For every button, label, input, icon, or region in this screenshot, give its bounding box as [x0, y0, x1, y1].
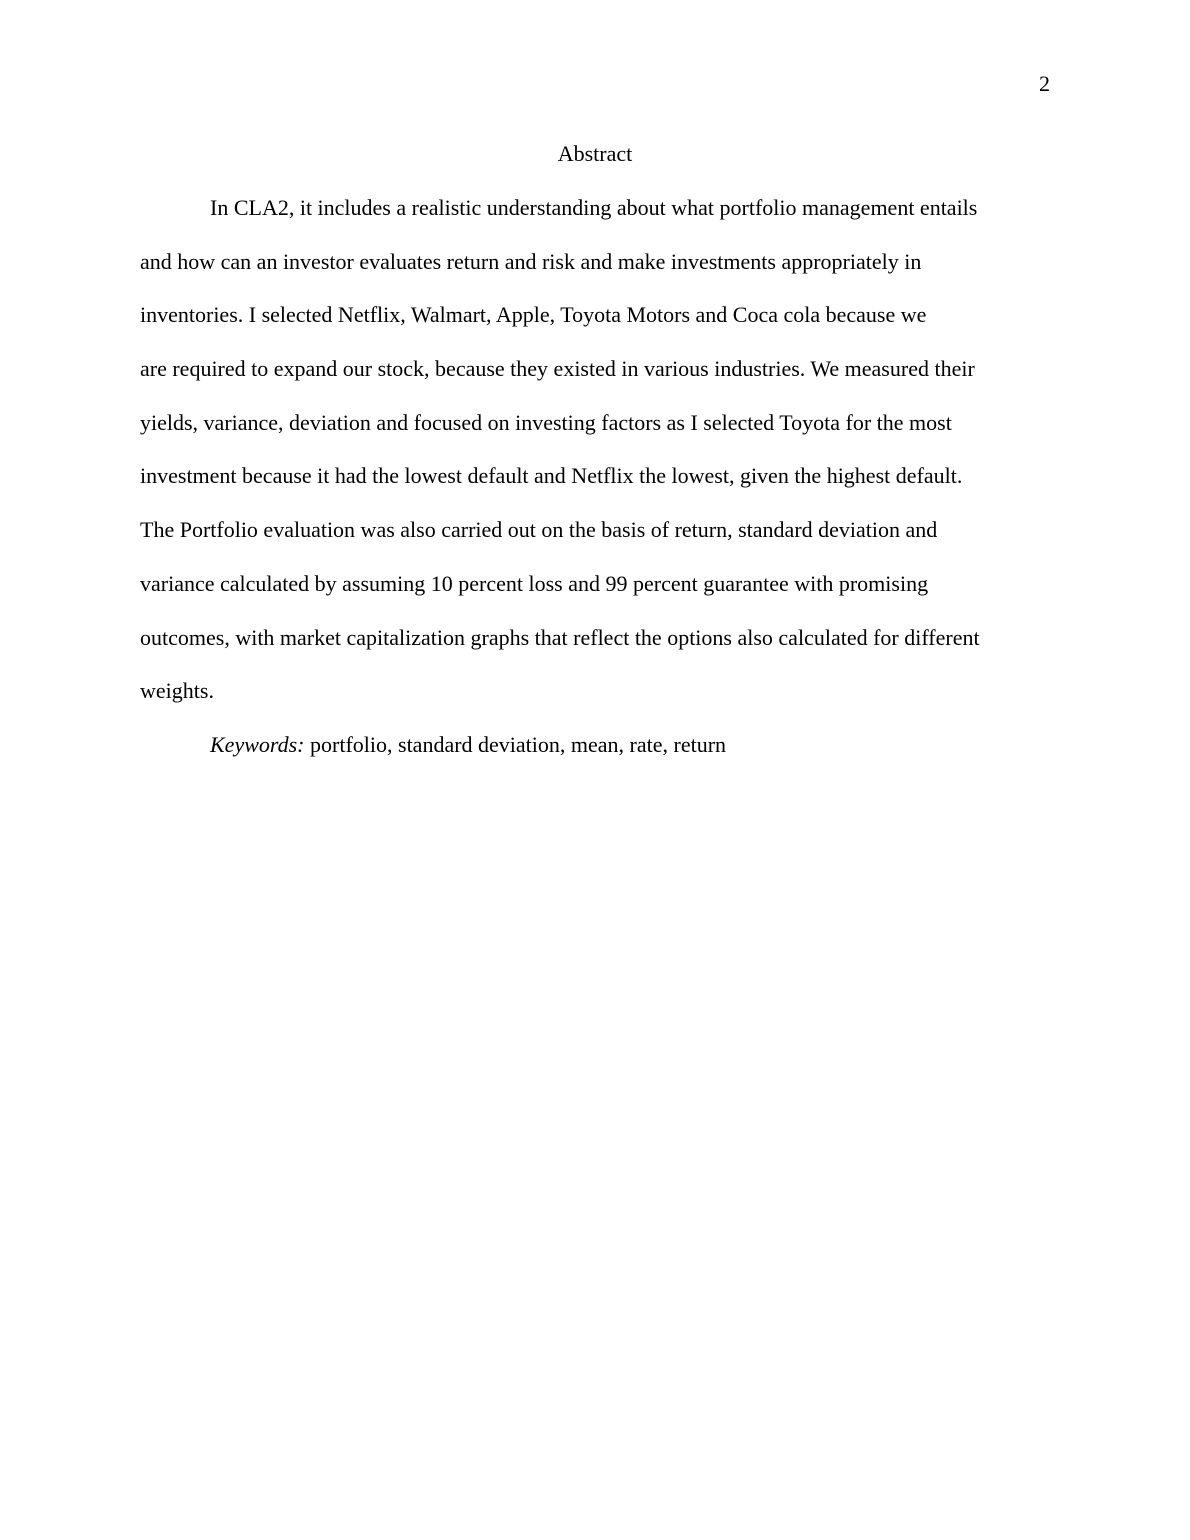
keywords-text: portfolio, standard deviation, mean, rate, return: [304, 731, 727, 757]
abstract-line: are required to expand our stock, because they existed in various industries. We measured their: [140, 356, 975, 382]
abstract-line: variance calculated by assuming 10 percent loss and 99 percent guarantee with promising: [140, 570, 929, 596]
abstract-line: yields, variance, deviation and focused on investing factors as I selected Toyota for the most: [140, 409, 952, 435]
abstract-line: investment because it had the lowest default and Netflix the lowest, given the highest default.: [140, 463, 963, 489]
keywords-line: [140, 718, 1050, 772]
abstract-line: and how can an investor evaluates return and risk and make investments appropriately in: [140, 248, 922, 274]
abstract-heading: Abstract: [557, 141, 633, 166]
abstract-line: weights.: [140, 678, 214, 704]
abstract-line: outcomes, with market capitalization graphs that reflect the options also calculated for different: [140, 624, 980, 650]
keywords-label: Keywords:: [210, 731, 305, 757]
abstract-line: In CLA2, it includes a realistic understanding about what portfolio management entails: [210, 195, 978, 220]
page-number: 2: [1039, 71, 1050, 96]
abstract-body: [140, 181, 1050, 772]
abstract-line: inventories. I selected Netflix, Walmart, Apple, Toyota Motors and Coca cola because we: [140, 302, 927, 328]
abstract-line: The Portfolio evaluation was also carried out on the basis of return, standard deviation and: [140, 517, 938, 543]
